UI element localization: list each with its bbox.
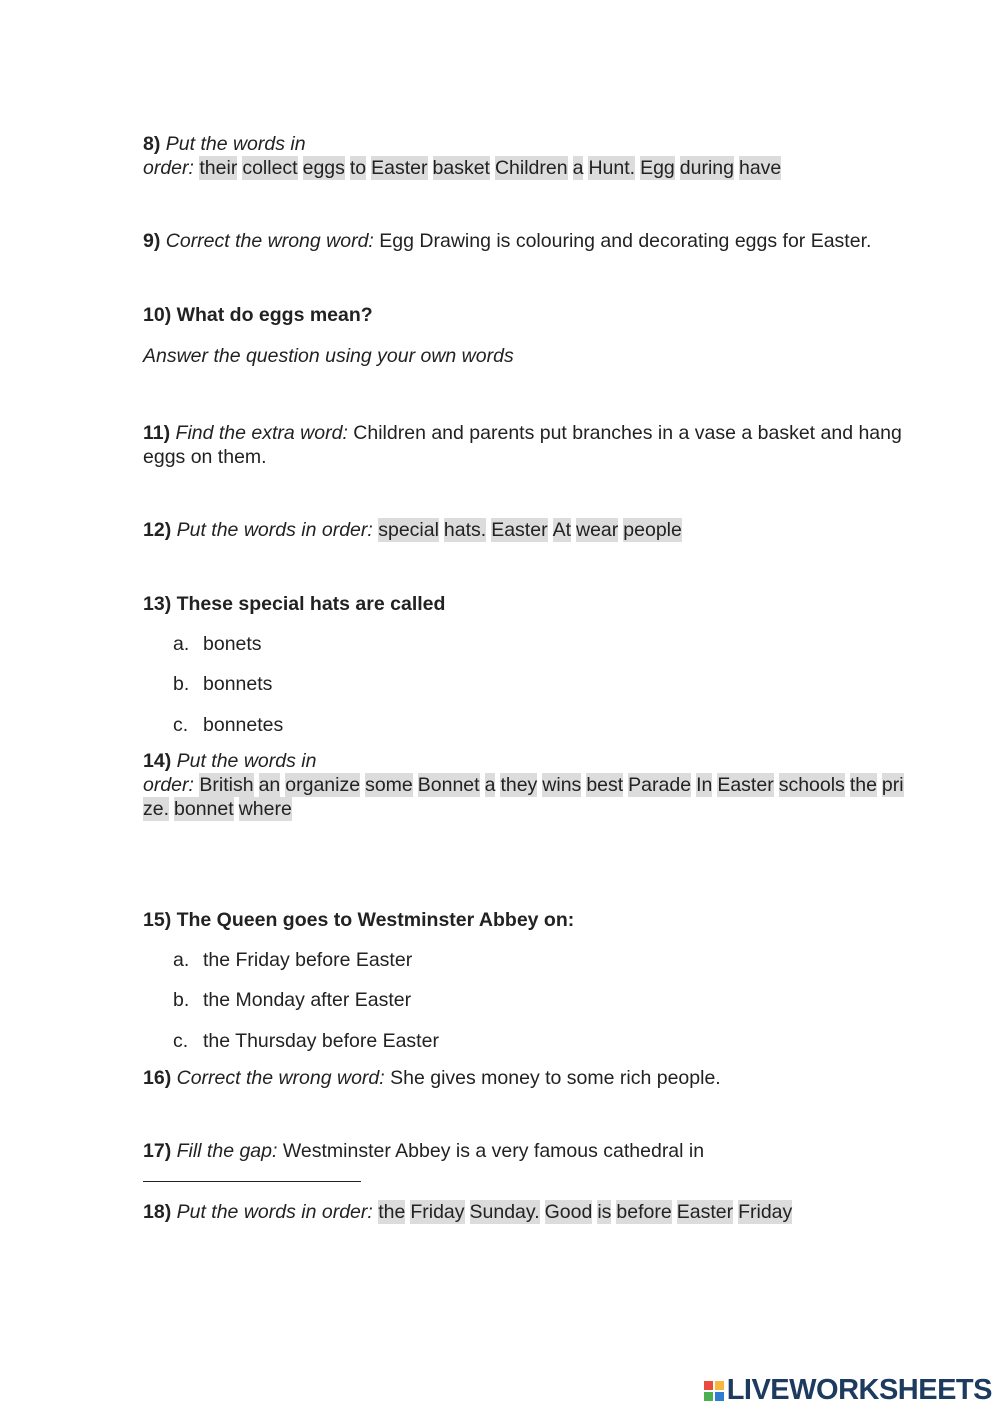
instruction: Fill the gap: <box>176 1140 278 1162</box>
word-chip[interactable]: wear <box>576 519 619 541</box>
logo-text: LIVEWORKSHEETS <box>726 1374 992 1406</box>
word-chip[interactable]: ze. <box>143 798 170 820</box>
fill-gap-input[interactable] <box>143 1181 361 1182</box>
word-chip[interactable]: Easter <box>371 157 428 179</box>
question-18 <box>143 1200 933 1224</box>
question-number: 9) <box>143 230 161 252</box>
instruction: Correct the wrong word: <box>176 1067 385 1089</box>
option-a[interactable]: a. the Friday before Easter <box>173 949 413 971</box>
word-chip[interactable]: pri <box>881 774 904 796</box>
word-chip[interactable]: hats. <box>443 519 487 541</box>
instruction: Find the extra word: <box>175 422 348 444</box>
word-chip[interactable]: have <box>738 157 782 179</box>
word-chip[interactable]: schools <box>778 774 845 796</box>
word-chip[interactable]: their <box>199 157 238 179</box>
instruction: Put the words in <box>165 133 306 155</box>
word-chip[interactable]: Good <box>544 1201 593 1223</box>
word-chip[interactable]: before <box>616 1201 672 1223</box>
question-number: 16) <box>143 1067 172 1089</box>
question-11 <box>143 421 933 469</box>
word-chip[interactable]: bonnet <box>174 798 234 820</box>
word-chips <box>378 1201 792 1223</box>
word-chip[interactable]: organize <box>285 774 361 796</box>
word-chip[interactable]: British <box>199 774 254 796</box>
word-chip[interactable]: collect <box>242 157 298 179</box>
question-number: 11) <box>143 422 171 444</box>
question-17 <box>143 1139 933 1163</box>
question-number: 14) <box>143 750 172 772</box>
instruction: order: <box>143 157 194 179</box>
question-15 <box>143 908 933 932</box>
word-chip[interactable]: At <box>552 519 571 541</box>
word-chip[interactable]: people <box>623 519 682 541</box>
word-chip[interactable]: Friday <box>410 1201 465 1223</box>
option-c[interactable]: c. the Thursday before Easter <box>173 1030 439 1052</box>
word-chip[interactable]: Easter <box>491 519 548 541</box>
instruction: Correct the wrong word: <box>165 230 374 252</box>
word-chip[interactable]: is <box>597 1201 612 1223</box>
word-chip[interactable]: best <box>586 774 624 796</box>
word-chip[interactable]: eggs <box>302 157 345 179</box>
question-12 <box>143 518 933 542</box>
question-10-answer[interactable] <box>143 344 933 368</box>
word-chip[interactable]: the <box>378 1201 406 1223</box>
question-number: 18) <box>143 1201 172 1223</box>
sentence-text[interactable]: Children and parents put branches in a vase a basket and hang eggs on them. <box>143 422 902 468</box>
word-chip[interactable]: special <box>378 519 439 541</box>
word-chip[interactable]: Hunt. <box>588 157 636 179</box>
word-chip[interactable]: an <box>258 774 281 796</box>
option-b[interactable]: b. the Monday after Easter <box>173 989 412 1011</box>
word-chip[interactable]: Bonnet <box>417 774 480 796</box>
question-14 <box>143 749 933 821</box>
word-chip[interactable]: Sunday. <box>469 1201 540 1223</box>
word-chips <box>199 157 781 179</box>
word-chip[interactable]: to <box>349 157 367 179</box>
word-chip[interactable]: basket <box>432 157 490 179</box>
word-chip[interactable]: Parade <box>628 774 692 796</box>
word-chip[interactable]: Children <box>494 157 568 179</box>
word-chip[interactable]: a <box>484 774 496 796</box>
question-number: 8) <box>143 133 161 155</box>
word-chip[interactable]: Easter <box>676 1201 734 1223</box>
sentence-text[interactable]: She gives money to some rich people. <box>390 1067 721 1089</box>
word-chip[interactable]: where <box>238 798 292 820</box>
word-chip[interactable]: Egg <box>640 157 675 179</box>
question-16 <box>143 1066 933 1090</box>
word-chip[interactable]: Easter <box>717 774 774 796</box>
word-chip[interactable]: In <box>696 774 713 796</box>
word-chips <box>378 519 682 541</box>
word-chip[interactable]: during <box>679 157 734 179</box>
question-title: 15) The Queen goes to Westminster Abbey on: <box>143 909 575 931</box>
question-9 <box>143 229 933 253</box>
word-chip[interactable]: the <box>849 774 877 796</box>
answer-placeholder[interactable]: Answer the question using your own words <box>143 345 514 367</box>
question-8 <box>143 132 933 180</box>
word-chip[interactable]: wins <box>542 774 582 796</box>
question-title: 13) These special hats are called <box>143 593 446 615</box>
sentence-text[interactable]: Egg Drawing is colouring and decorating eggs for Easter. <box>379 230 872 252</box>
question-10 <box>143 303 933 327</box>
question-title: 10) What do eggs mean? <box>143 304 373 326</box>
word-chip[interactable]: Friday <box>738 1201 793 1223</box>
word-chip[interactable]: a <box>572 157 584 179</box>
option-a[interactable]: a. bonets <box>173 633 262 655</box>
instruction: Put the words in order: <box>176 1201 373 1223</box>
sentence-text: Westminster Abbey is a very famous cathedral in <box>282 1140 705 1162</box>
logo-icon <box>704 1381 724 1401</box>
question-number: 17) <box>143 1140 172 1162</box>
question-13 <box>143 592 933 616</box>
word-chip[interactable]: some <box>365 774 413 796</box>
instruction: order: <box>143 774 194 796</box>
option-b[interactable]: b. bonnets <box>173 673 273 695</box>
liveworksheets-logo <box>704 1374 992 1407</box>
option-c[interactable]: c. bonnetes <box>173 714 284 736</box>
word-chip[interactable]: they <box>500 774 538 796</box>
instruction: Put the words in <box>176 750 317 772</box>
word-chips <box>199 774 903 796</box>
instruction: Put the words in order: <box>176 519 373 541</box>
word-chips <box>143 798 292 820</box>
question-number: 12) <box>143 519 172 541</box>
